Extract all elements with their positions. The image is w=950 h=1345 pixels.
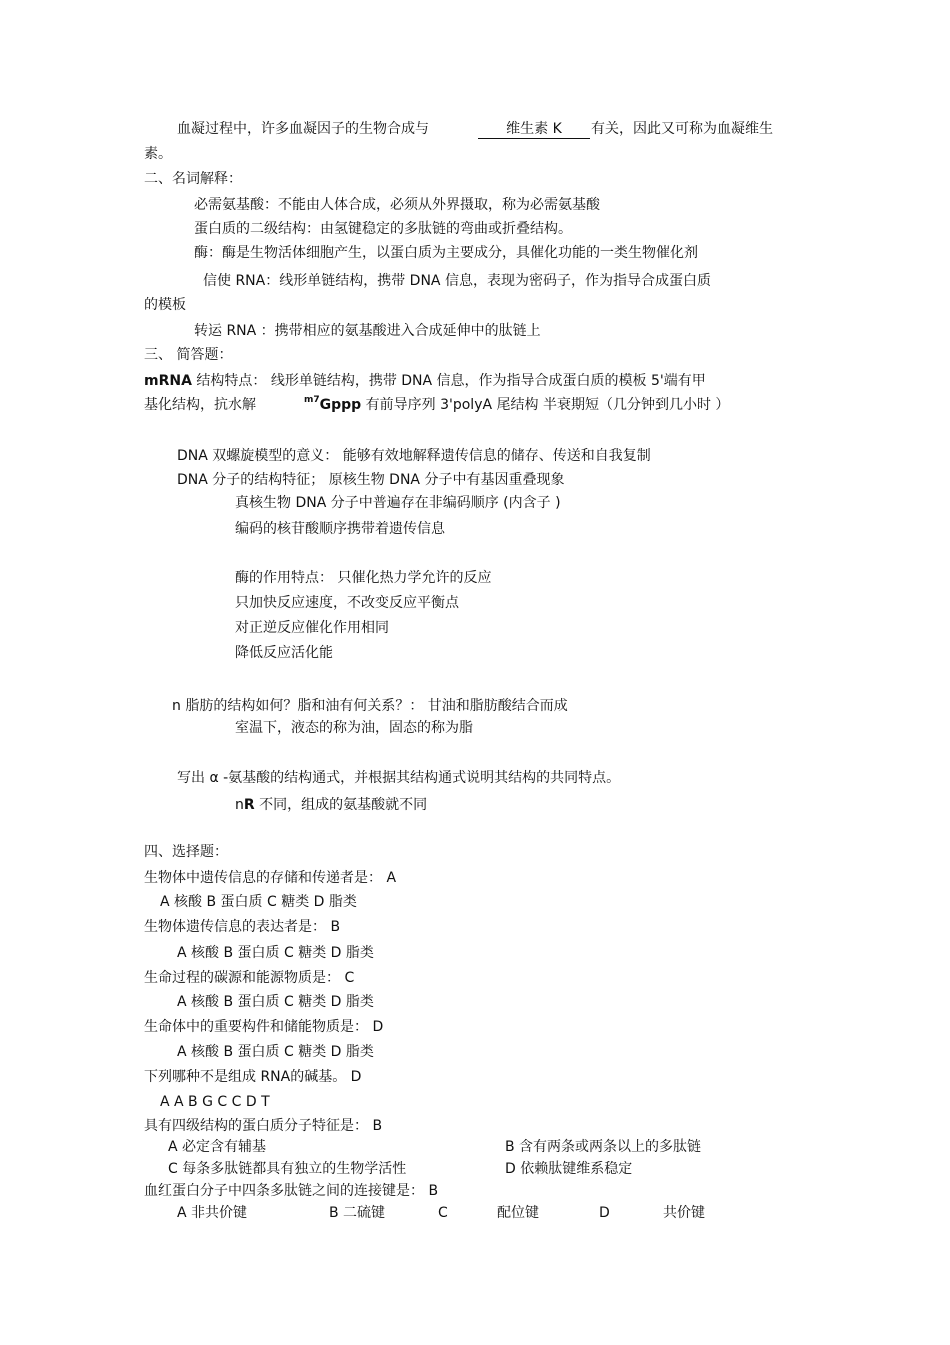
amino-acid-r-group: R bbox=[243, 797, 255, 813]
mrna-features-text-b1: 基化结构，抗水解 bbox=[144, 397, 256, 413]
mrna-cap-superscript: m7 bbox=[304, 395, 320, 405]
amino-acid-n: n bbox=[235, 797, 244, 813]
mrna-features-line-1 bbox=[144, 372, 706, 390]
question-7-option-c-text: 配位键 bbox=[497, 1205, 539, 1221]
intro-blank-answer bbox=[478, 120, 590, 139]
question-6-option-d: D 依赖肽键维系稳定 bbox=[505, 1161, 633, 1177]
definition-enzyme: 酶：酶是生物活体细胞产生，以蛋白质为主要成分，具催化功能的一类生物催化剂 bbox=[194, 245, 698, 261]
definition-mrna-cont: 的模板 bbox=[144, 297, 186, 313]
question-6: 具有四级结构的蛋白质分子特征是： B bbox=[144, 1118, 383, 1134]
enzyme-feature-2: 只加快反应速度，不改变反应平衡点 bbox=[235, 595, 459, 611]
dna-structure-feature-3: 编码的核苷酸顺序携带着遗传信息 bbox=[235, 521, 445, 537]
question-5-options: A A B G C C D T bbox=[160, 1094, 270, 1110]
definition-mrna: 信使 RNA：线形单链结构，携带 DNA 信息，表现为密码子，作为指导合成蛋白质 bbox=[203, 273, 711, 289]
intro-line-2: 素。 bbox=[144, 146, 172, 162]
definition-trna: 转运 RNA ：携带相应的氨基酸进入合成延伸中的肽链上 bbox=[194, 323, 541, 339]
enzyme-feature-3: 对正逆反应催化作用相同 bbox=[235, 620, 389, 636]
question-1-options: A 核酸 B 蛋白质 C 糖类 D 脂类 bbox=[160, 894, 357, 910]
mrna-label: mRNA bbox=[144, 373, 192, 389]
question-7-option-d-text: 共价键 bbox=[663, 1205, 705, 1221]
question-2-options: A 核酸 B 蛋白质 C 糖类 D 脂类 bbox=[177, 945, 374, 961]
question-6-option-b: B 含有两条或两条以上的多肽链 bbox=[505, 1139, 702, 1155]
amino-acid-answer bbox=[235, 796, 427, 814]
question-7-option-b: B 二硫键 bbox=[329, 1205, 386, 1221]
question-2: 生物体遗传信息的表达者是： B bbox=[144, 919, 341, 935]
question-3-options: A 核酸 B 蛋白质 C 糖类 D 脂类 bbox=[177, 994, 374, 1010]
question-5: 下列哪种不是组成 RNA的碱基。 D bbox=[144, 1069, 362, 1085]
amino-acid-question: 写出 α -氨基酸的结构通式，并根据其结构通式说明其结构的共同特点。 bbox=[177, 770, 621, 786]
section-4-heading: 四、选择题： bbox=[144, 844, 228, 860]
question-4-options: A 核酸 B 蛋白质 C 糖类 D 脂类 bbox=[177, 1044, 374, 1060]
mrna-features-line-2 bbox=[144, 396, 729, 416]
definition-secondary-structure: 蛋白质的二级结构：由氢键稳定的多肽链的弯曲或折叠结构。 bbox=[194, 221, 572, 237]
fat-structure-answer: 室温下，液态的称为油，固态的称为脂 bbox=[235, 720, 473, 736]
question-7-option-d-letter: D bbox=[599, 1205, 610, 1221]
question-6-option-c: C 每条多肽链都具有独立的生物学活性 bbox=[168, 1161, 407, 1177]
question-1: 生物体中遗传信息的存储和传递者是： A bbox=[144, 870, 397, 886]
question-6-option-a: A 必定含有辅基 bbox=[168, 1139, 267, 1155]
dna-structure-feature-2: 真核生物 DNA 分子中普遍存在非编码顺序 (内含子 ) bbox=[235, 495, 561, 511]
section-3-heading: 三、 简答题： bbox=[144, 347, 233, 363]
mrna-features-text-b2: 有前导序列 3'polyA 尾结构 半衰期短（几分钟到几小时 ） bbox=[361, 397, 730, 413]
question-4: 生命体中的重要构件和储能物质是： D bbox=[144, 1019, 384, 1035]
definition-essential-amino-acid: 必需氨基酸：不能由人体合成，必须从外界摄取，称为必需氨基酸 bbox=[194, 197, 600, 213]
mrna-features-text: 结构特点： 线形单链结构，携带 DNA 信息，作为指导合成蛋白质的模板 5'端有甲 bbox=[191, 373, 706, 389]
question-7: 血红蛋白分子中四条多肽链之间的连接键是： B bbox=[144, 1183, 439, 1199]
enzyme-feature-4: 降低反应活化能 bbox=[235, 645, 333, 661]
question-7-option-c-letter: C bbox=[438, 1205, 448, 1221]
intro-text-a: 血凝过程中，许多血凝因子的生物合成与 bbox=[177, 121, 429, 137]
dna-model-significance: DNA 双螺旋模型的意义： 能够有效地解释遗传信息的储存、传送和自我复制 bbox=[177, 448, 651, 464]
intro-blank-text: 维生素 K bbox=[506, 121, 562, 137]
dna-structure-feature-1: DNA 分子的结构特征； 原核生物 DNA 分子中有基因重叠现象 bbox=[177, 472, 565, 488]
mrna-cap-gppp: Gppp bbox=[319, 397, 362, 413]
intro-text-b: 有关，因此又可称为血凝维生 bbox=[591, 121, 773, 137]
fat-structure-question: n 脂肪的结构如何？脂和油有何关系？： 甘油和脂肪酸结合而成 bbox=[172, 698, 568, 714]
question-7-option-a: A 非共价键 bbox=[177, 1205, 248, 1221]
section-2-heading: 二、名词解释： bbox=[144, 171, 242, 187]
enzyme-feature-1: 酶的作用特点： 只催化热力学允许的反应 bbox=[235, 570, 492, 586]
question-3: 生命过程的碳源和能源物质是： C bbox=[144, 970, 355, 986]
amino-acid-answer-text: 不同，组成的氨基酸就不同 bbox=[254, 797, 428, 813]
intro-line-1 bbox=[177, 120, 429, 138]
